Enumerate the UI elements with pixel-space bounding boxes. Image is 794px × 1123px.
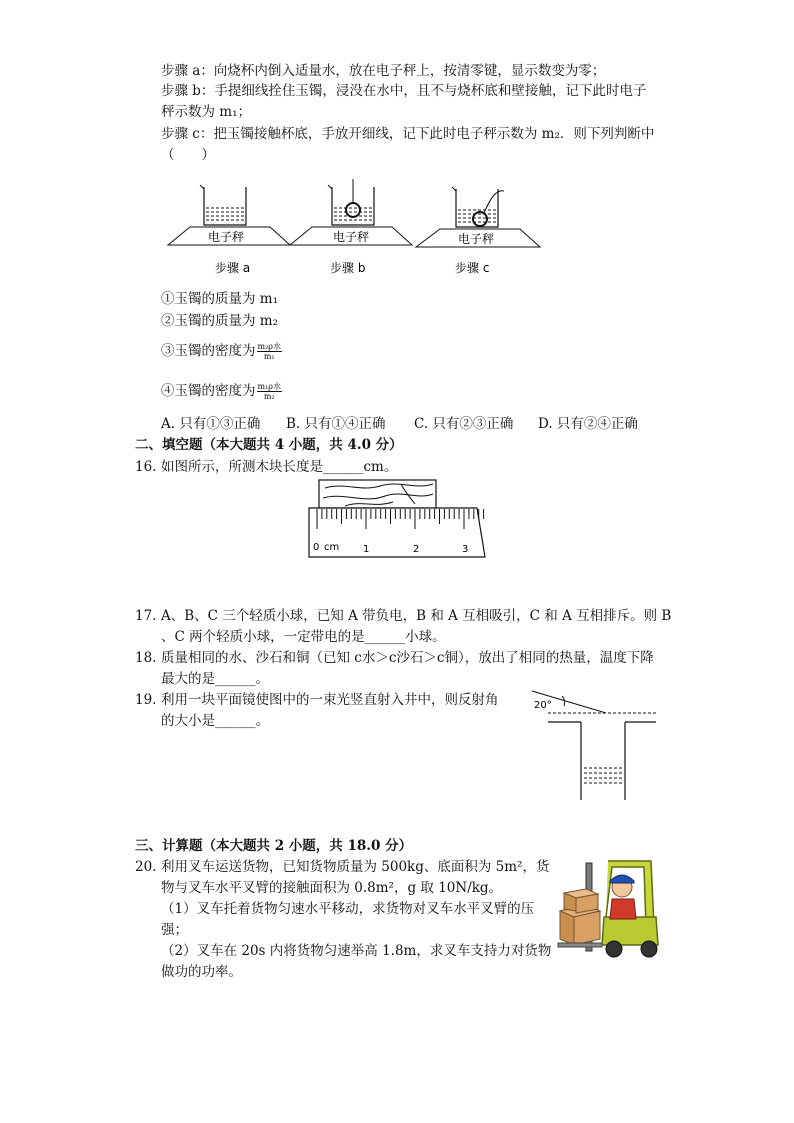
scale-label-c: 电子秤 bbox=[458, 232, 495, 246]
well-water bbox=[584, 768, 622, 783]
fraction-numerator: m₂ρ水 bbox=[257, 342, 281, 351]
forklift-illustration bbox=[556, 857, 661, 959]
ruler-tick-label-0: 0 bbox=[313, 542, 320, 553]
option-a: A. 只有①③正确 bbox=[161, 416, 261, 432]
fraction-denominator: m₂ bbox=[263, 392, 275, 401]
statement-3-prefix: ③玉镯的密度为 bbox=[161, 343, 256, 359]
q16-text: 如图所示，所测木块长度是______cm。 bbox=[161, 459, 398, 475]
statement-3 bbox=[161, 340, 282, 362]
front-wheel bbox=[606, 941, 622, 957]
caption-step-b: 步骤 b bbox=[330, 261, 366, 275]
fraction-denominator: m₁ bbox=[263, 352, 275, 361]
q20-sub1-text-1: （1）叉车托着货物匀速水平移动，求货物对叉车水平叉臂的压 bbox=[161, 901, 535, 917]
caption-step-a: 步骤 a bbox=[215, 261, 251, 275]
cargo-boxes bbox=[560, 889, 600, 945]
q17-number: 17. bbox=[135, 608, 157, 624]
q20-sub2-text-2: 做功的功率。 bbox=[161, 964, 242, 980]
step-c-text-1: 步骤 c：把玉镯接触杯底，手放开细线，记下此时电子秤示数为 m₂．则下列判断中 bbox=[161, 126, 655, 142]
driver-body bbox=[610, 899, 636, 919]
q18-text-2: 最大的是______。 bbox=[161, 671, 269, 687]
wood-block bbox=[319, 480, 436, 508]
section-2-title: 二、填空题（本大题共 4 小题，共 4.0 分） bbox=[135, 437, 403, 453]
option-b: B. 只有①④正确 bbox=[286, 416, 386, 432]
ruler-tick-label-2: 2 bbox=[413, 544, 420, 555]
q19-number: 19. bbox=[135, 692, 157, 708]
scale-label-a: 电子秤 bbox=[208, 230, 245, 244]
q18-number: 18. bbox=[135, 650, 157, 666]
step-b-text-1: 步骤 b：手提细线拴住玉镯，浸没在水中，且不与烧杯底和壁接触，记下此时电子 bbox=[161, 83, 647, 99]
q20-text-1: 利用叉车运送货物，已知货物质量为 500kg、底面积为 5m²，货 bbox=[161, 859, 550, 875]
statement-3-fraction bbox=[257, 342, 283, 361]
statement-4-prefix: ④玉镯的密度为 bbox=[161, 383, 256, 399]
option-c: C. 只有②③正确 bbox=[414, 416, 514, 432]
q16-number: 16. bbox=[135, 459, 157, 475]
q17-text-2: 、C 两个轻质小球，一定带电的是______小球。 bbox=[161, 629, 446, 645]
step-c-text-2: （ ） bbox=[161, 147, 215, 163]
fraction-numerator: m₁ρ水 bbox=[257, 382, 281, 391]
q18-text-1: 质量相同的水、沙石和铜（已知 c水＞c沙石＞c铜），放出了相同的热量，温度下降 bbox=[161, 650, 654, 666]
q19-text-2: 的大小是______。 bbox=[161, 713, 269, 729]
q19-text-1: 利用一块平面镜使图中的一束光竖直射入井中，则反射角 bbox=[161, 692, 499, 708]
statement-1: ①玉镯的质量为 m₁ bbox=[161, 291, 279, 307]
step-a-text: 步骤 a：向烧杯内倒入适量水，放在电子秤上，按清零键，显示数变为零； bbox=[161, 63, 606, 79]
forklift-fork bbox=[558, 943, 602, 947]
ruler-unit-label: cm bbox=[324, 542, 340, 553]
section-3-title: 三、计算题（本大题共 2 小题，共 18.0 分） bbox=[135, 838, 413, 854]
step-c-diagram bbox=[416, 187, 540, 247]
driver-cap bbox=[610, 875, 634, 883]
step-b-text-2: 秤示数为 m₁； bbox=[161, 104, 252, 120]
ruler-tick-label-1: 1 bbox=[363, 544, 370, 555]
q17-text-1: A、B、C 三个轻质小球，已知 A 带负电，B 和 A 互相吸引，C 和 A 互相排斥。则 B bbox=[161, 608, 672, 624]
well-figure bbox=[528, 686, 663, 804]
angle-label: 20° bbox=[534, 700, 552, 711]
ruler-figure bbox=[305, 478, 490, 560]
angle-arc bbox=[562, 696, 565, 706]
q20-sub2-text-1: （2）叉车在 20s 内将货物匀速举高 1.8m，求叉车支持力对货物 bbox=[161, 943, 552, 959]
statement-2: ②玉镯的质量为 m₂ bbox=[161, 313, 279, 329]
caption-step-c: 步骤 c bbox=[455, 261, 490, 275]
option-d: D. 只有②④正确 bbox=[538, 416, 638, 432]
ruler-tick-label-3: 3 bbox=[462, 544, 469, 555]
statement-4-fraction bbox=[257, 382, 283, 401]
step-a-diagram bbox=[168, 185, 290, 245]
q20-text-2: 物与叉车水平叉臂的接触面积为 0.8m²，g 取 10N/kg。 bbox=[161, 880, 503, 896]
q20-sub1-text-2: 强； bbox=[161, 922, 188, 938]
statement-4 bbox=[161, 380, 282, 402]
scale-label-b: 电子秤 bbox=[333, 230, 370, 244]
scale-steps-figure bbox=[160, 175, 550, 283]
step-b-diagram bbox=[290, 179, 412, 245]
q20-number: 20. bbox=[135, 859, 157, 875]
rear-wheel bbox=[641, 941, 657, 957]
